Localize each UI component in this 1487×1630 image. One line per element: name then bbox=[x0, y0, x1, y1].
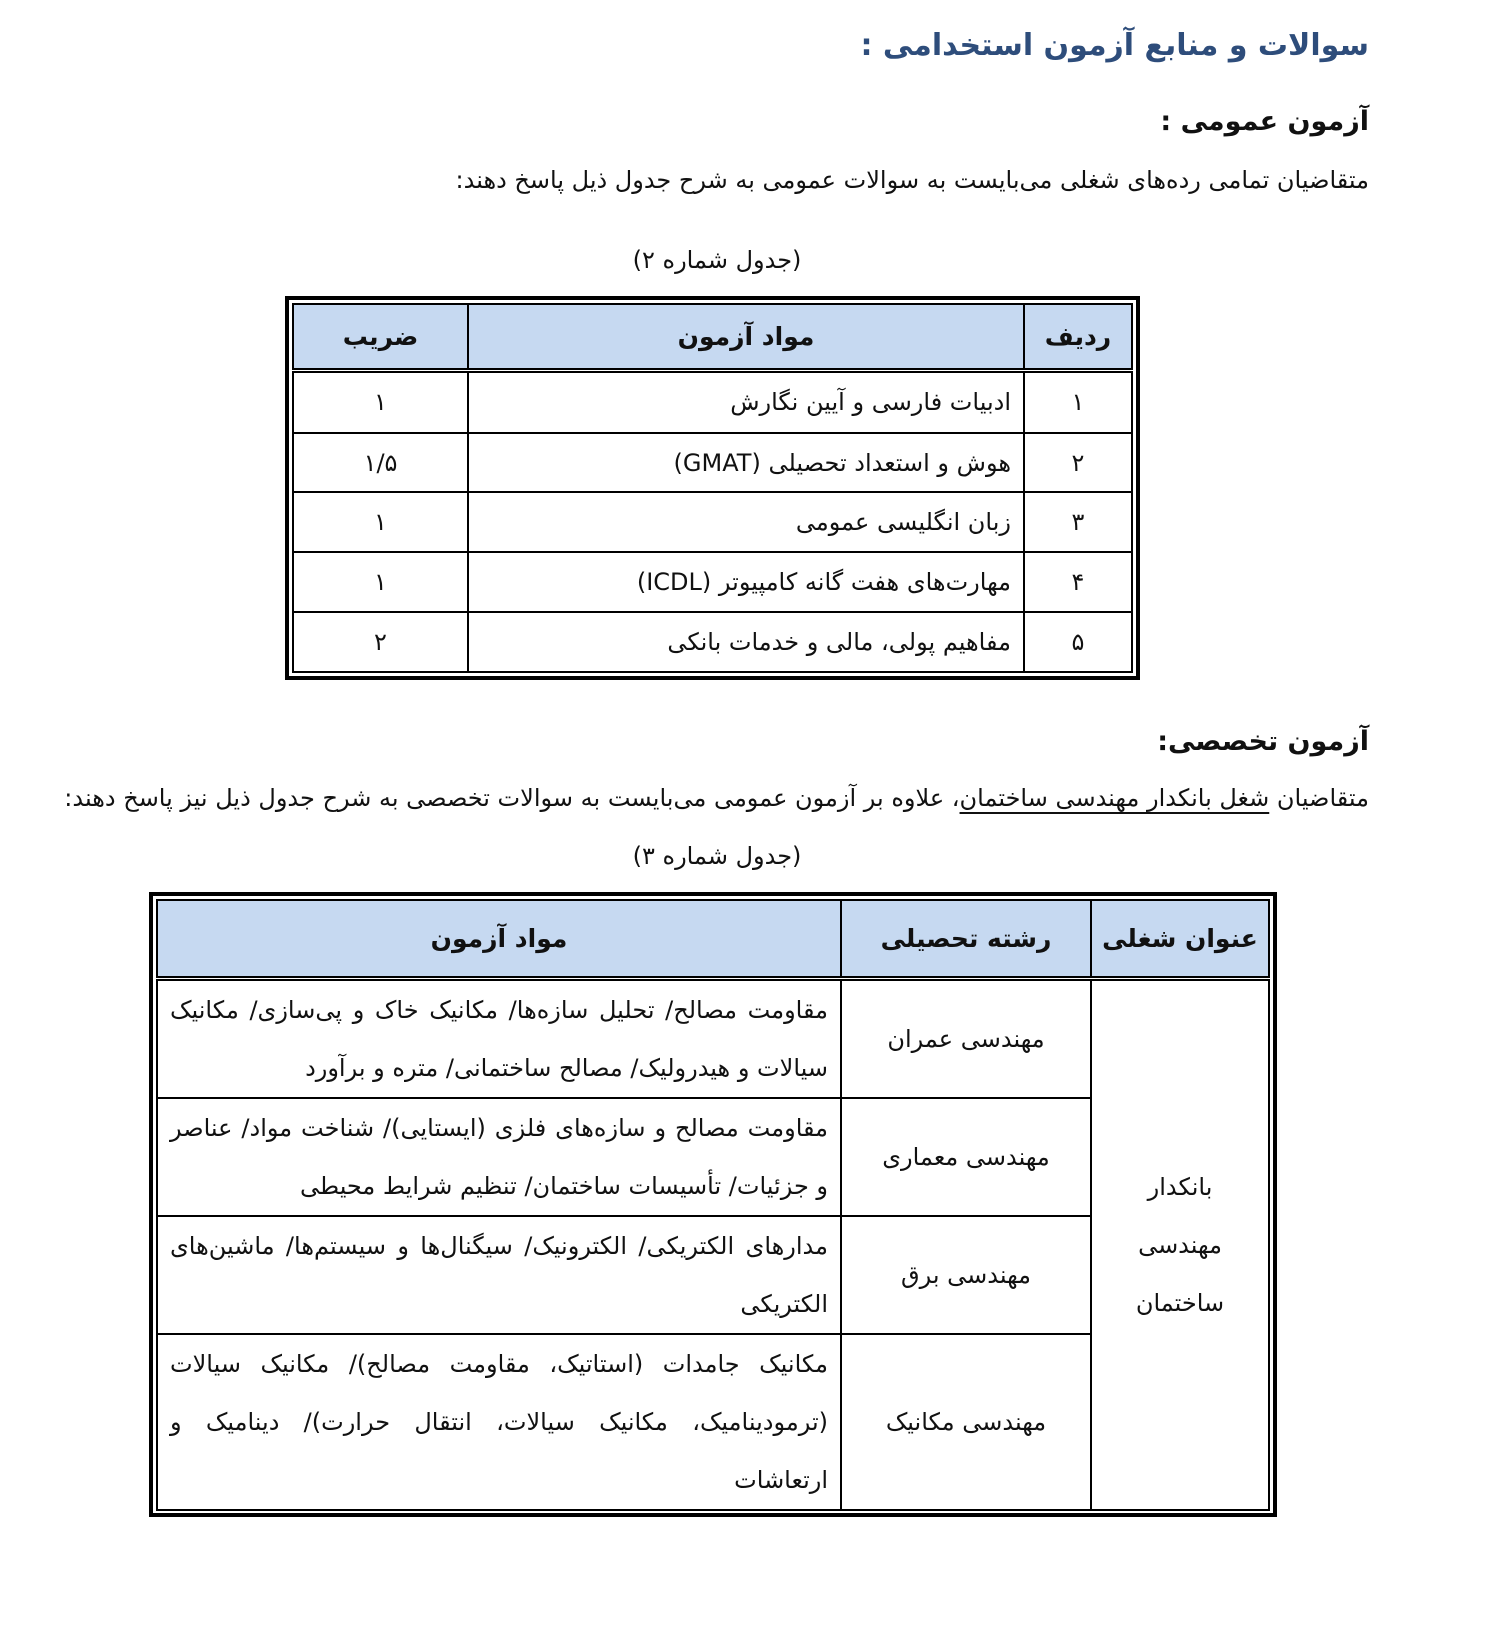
description-text-start: متقاضیان bbox=[1269, 784, 1369, 812]
field-of-study: مهندسی معماری bbox=[841, 1098, 1091, 1216]
row-number: ۳ bbox=[1024, 492, 1132, 552]
row-number: ۴ bbox=[1024, 552, 1132, 612]
specialized-exam-table bbox=[149, 892, 1277, 1517]
row-coefficient: ۲ bbox=[293, 612, 468, 672]
header-field-of-study: رشته تحصیلی bbox=[841, 900, 1091, 978]
exam-subjects: مکانیک جامدات (استاتیک، مقاومت مصالح)/ مکانیک سیالات (ترمودینامیک، مکانیک سیالات، انتقال حرارت)/ دینامیک و ارتعاشات bbox=[157, 1334, 841, 1510]
general-exam-description: متقاضیان تمامی رده‌های شغلی می‌بایست به سوالات عمومی به شرح جدول ذیل پاسخ دهند: bbox=[455, 166, 1369, 194]
row-subject: مهارت‌های هفت گانه کامپیوتر (ICDL) bbox=[468, 552, 1024, 612]
main-title: سوالات و منابع آزمون استخدامی : bbox=[860, 28, 1369, 63]
table-row bbox=[293, 370, 1132, 433]
row-subject: زبان انگلیسی عمومی bbox=[468, 492, 1024, 552]
field-of-study: مهندسی برق bbox=[841, 1216, 1091, 1334]
table-row bbox=[293, 552, 1132, 612]
job-title-cell: بانکدار مهندسی ساختمان bbox=[1091, 978, 1269, 1510]
table-row bbox=[157, 978, 1269, 1098]
row-number: ۲ bbox=[1024, 433, 1132, 493]
table-3-caption: (جدول شماره ۳) bbox=[632, 842, 802, 870]
field-of-study: مهندسی مکانیک bbox=[841, 1334, 1091, 1510]
row-coefficient: ۱ bbox=[293, 492, 468, 552]
field-of-study: مهندسی عمران bbox=[841, 978, 1091, 1098]
header-coefficient: ضریب bbox=[293, 304, 468, 370]
row-number: ۱ bbox=[1024, 370, 1132, 433]
row-coefficient: ۱ bbox=[293, 370, 468, 433]
row-coefficient: ۱/۵ bbox=[293, 433, 468, 493]
header-row-number: ردیف bbox=[1024, 304, 1132, 370]
table-row bbox=[293, 433, 1132, 493]
specialized-exam-title: آزمون تخصصی: bbox=[1157, 726, 1369, 757]
table-row bbox=[293, 612, 1132, 672]
exam-subjects: مدارهای الکتریکی/ الکترونیک/ سیگنال‌ها و سیستم‌ها/ ماشین‌های الکتریکی bbox=[157, 1216, 841, 1334]
general-exam-title: آزمون عمومی : bbox=[1160, 106, 1369, 137]
description-job-underlined: شغل بانکدار مهندسی ساختمان bbox=[959, 784, 1270, 812]
table-row bbox=[293, 492, 1132, 552]
row-number: ۵ bbox=[1024, 612, 1132, 672]
description-text-end: ، علاوه بر آزمون عمومی می‌بایست به سوالات تخصصی به شرح جدول ذیل نیز پاسخ دهند: bbox=[64, 784, 960, 812]
general-exam-table bbox=[285, 296, 1140, 680]
row-subject: ادبیات فارسی و آیین نگارش bbox=[468, 370, 1024, 433]
specialized-exam-description bbox=[64, 784, 1369, 812]
table-2-caption: (جدول شماره ۲) bbox=[632, 246, 802, 274]
row-subject: مفاهیم پولی، مالی و خدمات بانکی bbox=[468, 612, 1024, 672]
exam-subjects: مقاومت مصالح و سازه‌های فلزی (ایستایی)/ شناخت مواد/ عناصر و جزئیات/ تأسیسات ساختمان/ تنظیم شرایط محیطی bbox=[157, 1098, 841, 1216]
exam-subjects: مقاومت مصالح/ تحلیل سازه‌ها/ مکانیک خاک و پی‌سازی/ مکانیک سیالات و هیدرولیک/ مصالح ساختمانی/ متره و برآورد bbox=[157, 978, 841, 1098]
row-subject: هوش و استعداد تحصیلی (GMAT) bbox=[468, 433, 1024, 493]
header-job-title: عنوان شغلی bbox=[1091, 900, 1269, 978]
header-exam-subjects: مواد آزمون bbox=[157, 900, 841, 978]
row-coefficient: ۱ bbox=[293, 552, 468, 612]
header-subject: مواد آزمون bbox=[468, 304, 1024, 370]
